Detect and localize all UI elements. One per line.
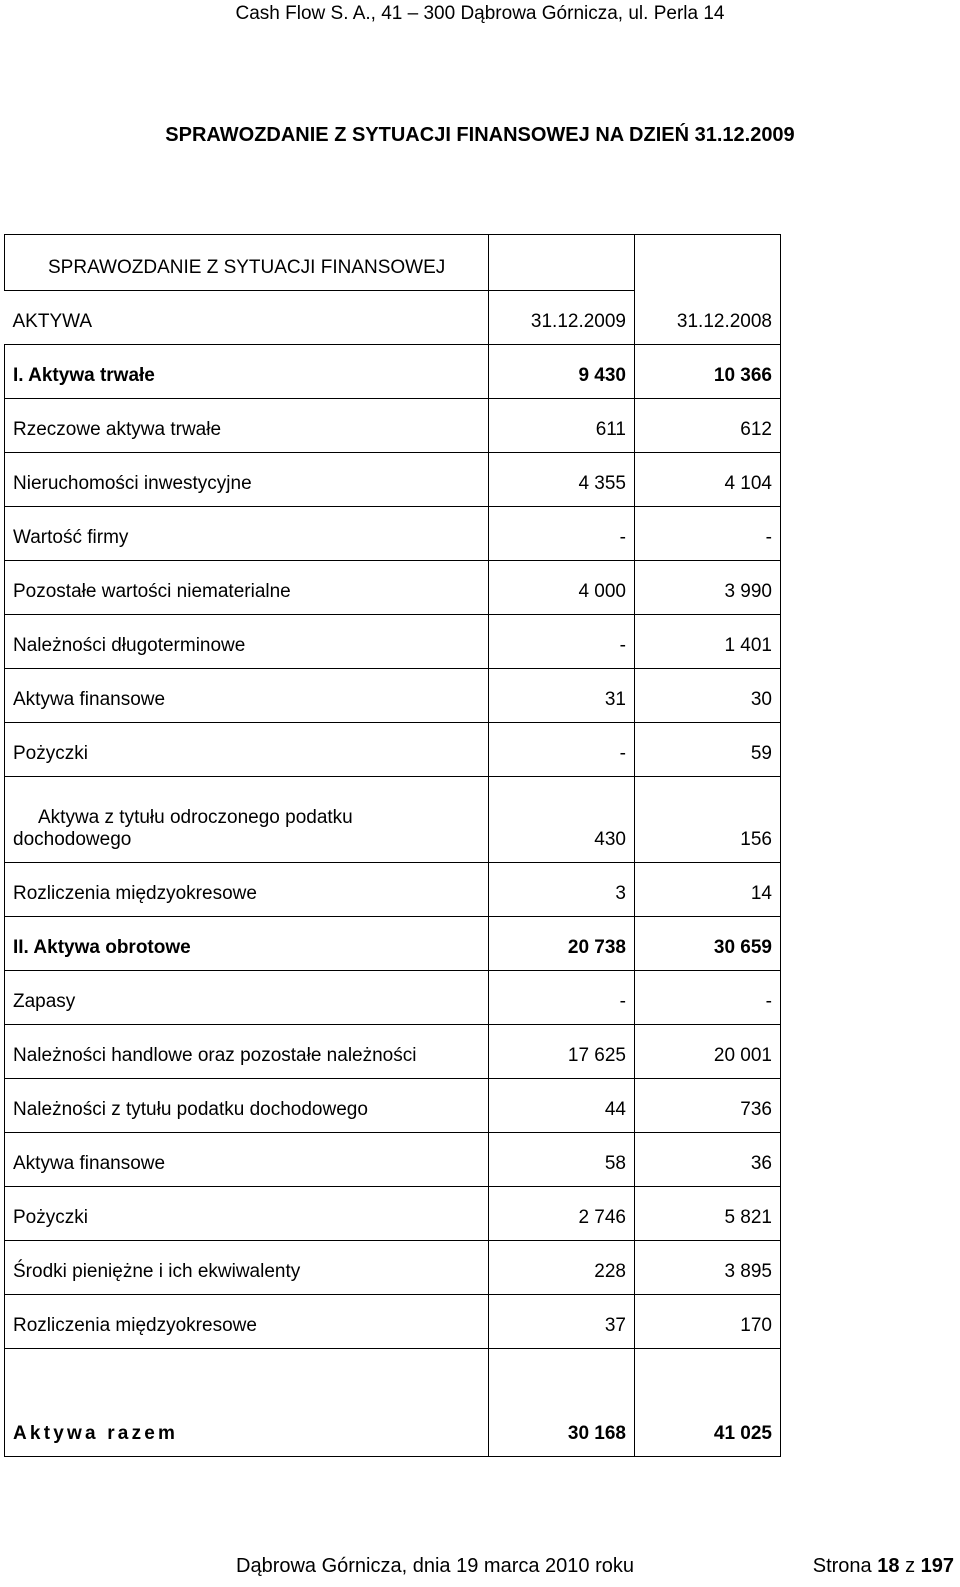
row-label: II. Aktywa obrotowe [5,917,489,971]
row-label: Pożyczki [5,1187,489,1241]
balance-sheet-table [4,234,781,1457]
table-caption-row [5,235,781,291]
table-row [5,453,781,507]
page-current: 18 [877,1555,900,1577]
footer-city-date: Dąbrowa Górnicza, dnia 19 marca 2010 roku [236,1555,634,1577]
value-2009: 37 [489,1295,635,1349]
page-header [0,0,960,30]
value-2009: 611 [489,399,635,453]
value-2009: 17 625 [489,1025,635,1079]
value-2008: 3 895 [635,1241,781,1295]
page-total: 197 [920,1555,954,1577]
value-2008: 10 366 [635,345,781,399]
table-row [5,345,781,399]
value-2008: 30 [635,669,781,723]
value-2008: 170 [635,1295,781,1349]
row-label-line2: dochodowego [13,829,132,850]
column-header-2008: 31.12.2008 [635,291,781,345]
value-2009: 31 [489,669,635,723]
page-title: SPRAWOZDANIE Z SYTUACJI FINANSOWEJ NA DZIEŃ 31.12.2009 [165,124,795,146]
row-label [5,777,489,863]
table-row [5,1295,781,1349]
value-2009: - [489,615,635,669]
value-2008: 1 401 [635,615,781,669]
page-of: z [905,1555,916,1577]
value-2008: 612 [635,399,781,453]
column-header-2009: 31.12.2009 [489,291,635,345]
header-text: Cash Flow S. A., 41 – 300 Dąbrowa Górnicza, ul. Perla 14 [235,3,725,24]
row-label: Aktywa finansowe [5,1133,489,1187]
row-label: Należności długoterminowe [5,615,489,669]
value-2009: 3 [489,863,635,917]
table-row [5,507,781,561]
page-footer [0,1555,960,1587]
value-2008: 4 104 [635,453,781,507]
total-row [5,1349,781,1457]
table-row [5,723,781,777]
value-2009: 2 746 [489,1187,635,1241]
table-row [5,1241,781,1295]
value-2009: 4 355 [489,453,635,507]
value-2009: 44 [489,1079,635,1133]
value-2009: 58 [489,1133,635,1187]
table-row [5,777,781,863]
value-2009: 4 000 [489,561,635,615]
row-label: Rzeczowe aktywa trwałe [5,399,489,453]
value-2008: 3 990 [635,561,781,615]
table-row [5,1187,781,1241]
value-2008: 736 [635,1079,781,1133]
value-2008: 156 [635,777,781,863]
total-value-2008: 41 025 [635,1349,781,1457]
value-2008: 59 [635,723,781,777]
value-2008: 14 [635,863,781,917]
total-label: Aktywa razem [5,1349,489,1457]
value-2009: 228 [489,1241,635,1295]
column-header-aktywa: AKTYWA [5,291,489,345]
value-2008: 20 001 [635,1025,781,1079]
value-2009: - [489,971,635,1025]
table-row [5,863,781,917]
row-label: I. Aktywa trwałe [5,345,489,399]
page-prefix: Strona [812,1555,872,1577]
value-2009: 20 738 [489,917,635,971]
value-2008: 5 821 [635,1187,781,1241]
table-row [5,669,781,723]
value-2008: 36 [635,1133,781,1187]
value-2008: - [635,971,781,1025]
table-caption: SPRAWOZDANIE Z SYTUACJI FINANSOWEJ [5,235,489,291]
table-row [5,1025,781,1079]
row-label: Aktywa finansowe [5,669,489,723]
value-2008: - [635,507,781,561]
table-row [5,1079,781,1133]
row-label: Należności handlowe oraz pozostałe należności [5,1025,489,1079]
row-label: Pożyczki [5,723,489,777]
row-label: Należności z tytułu podatku dochodowego [5,1079,489,1133]
total-value-2009: 30 168 [489,1349,635,1457]
row-label: Nieruchomości inwestycyjne [5,453,489,507]
table-row [5,615,781,669]
table-row [5,917,781,971]
table-row [5,561,781,615]
row-label-line1: Aktywa z tytułu odroczonego podatku [38,807,353,828]
table-row [5,399,781,453]
row-label: Rozliczenia międzyokresowe [5,863,489,917]
value-2009: - [489,723,635,777]
row-label: Rozliczenia międzyokresowe [5,1295,489,1349]
row-label: Pozostałe wartości niematerialne [5,561,489,615]
row-label: Środki pieniężne i ich ekwiwalenty [5,1241,489,1295]
table-header-row [5,291,781,345]
page-number [813,1555,954,1578]
value-2008: 30 659 [635,917,781,971]
value-2009: - [489,507,635,561]
row-label: Zapasy [5,971,489,1025]
row-label: Wartość firmy [5,507,489,561]
value-2009: 9 430 [489,345,635,399]
table-row [5,1133,781,1187]
table-row [5,971,781,1025]
value-2009: 430 [489,777,635,863]
